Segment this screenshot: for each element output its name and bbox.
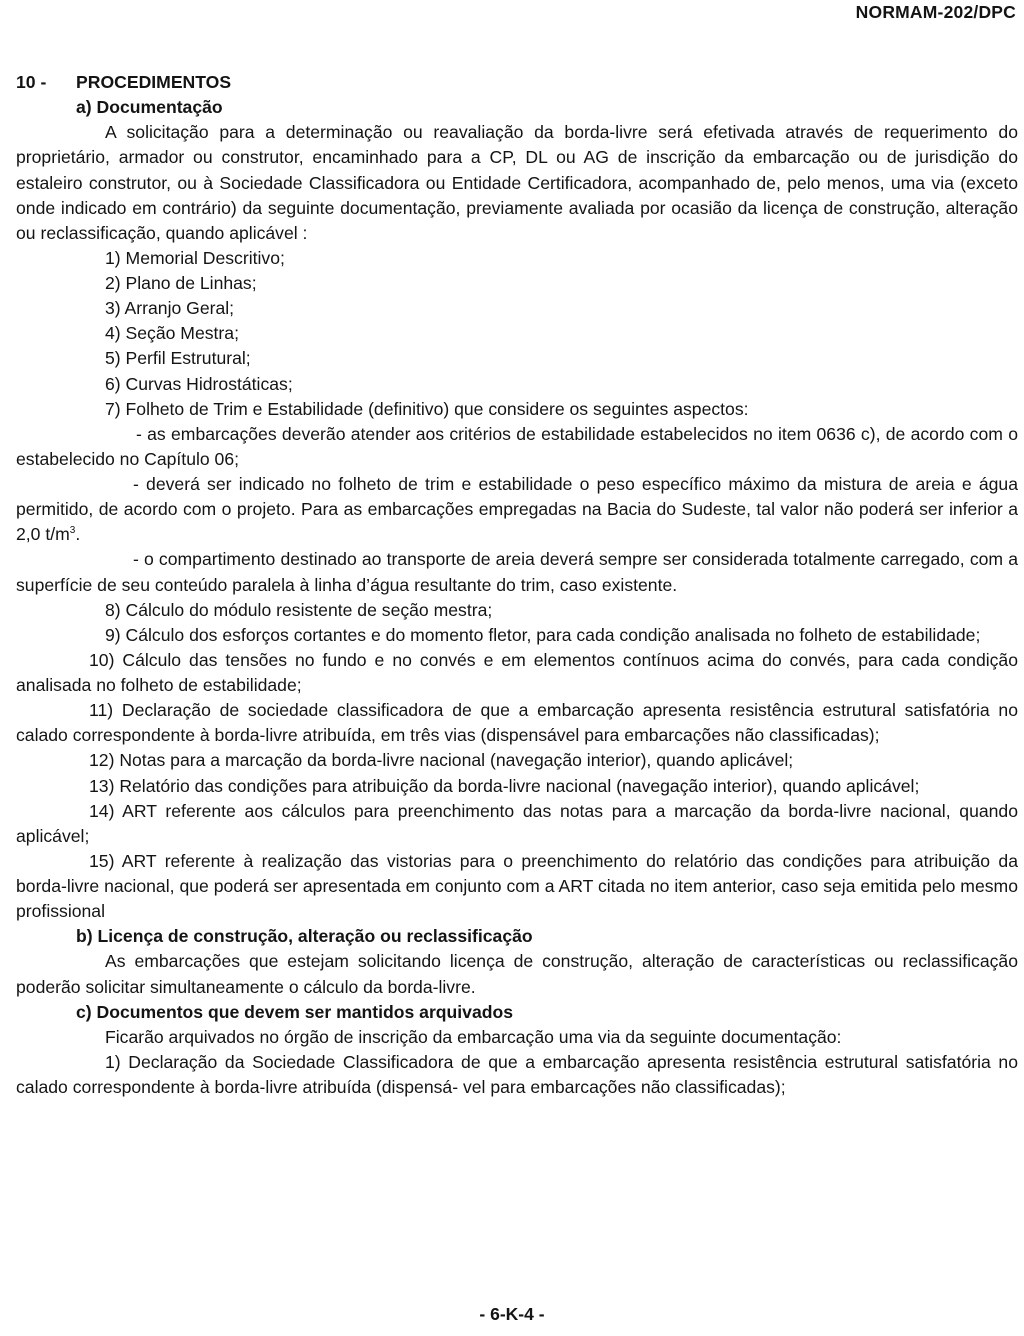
list-item: 1) Memorial Descritivo; (105, 247, 285, 268)
subsection-b-heading: b) Licença de construção, alteração ou reclassificação (76, 926, 533, 947)
subsection-a-heading: a) Documentação (76, 97, 223, 118)
section-title: PROCEDIMENTOS (76, 72, 232, 92)
subsection-c-text: Ficarão arquivados no órgão de inscrição da embarcação uma via da seguinte documentação: (105, 1026, 842, 1047)
section-heading (16, 70, 1018, 95)
list-item: 11) Declaração de sociedade classificadora de que a embarcação apresenta resistência estrutural satisfatória no calado correspondente à borda-livre atribuída, em três vias (dispensável para embarcações não classificadas); (16, 700, 1018, 746)
dash-item (16, 472, 1018, 547)
list-item: 13) Relatório das condições para atribuição da borda-livre nacional (navegação interior), quando aplicável; (89, 775, 920, 796)
list-item: 1) Declaração da Sociedade Classificadora de que a embarcação apresenta resistência estrutural satisfatória no calado correspondente à borda-livre atribuída (dispensá- vel para embarcações não classificadas); (16, 1051, 1018, 1097)
subsection-b-text: As embarcações que estejam solicitando licença de construção, alteração de características ou reclassificação poderão solicitar simultaneamente o cálculo da borda-livre. (16, 951, 1018, 997)
list-item: 4) Seção Mestra; (105, 323, 239, 344)
list-item: 2) Plano de Linhas; (105, 273, 257, 293)
dash-item-text: - deverá ser indicado no folheto de trim e estabilidade o peso específico máximo da mistura de areia e água permitido, de acordo com o projeto. Para as embarcações empregadas na Bacia do Sudeste, tal valor não poderá ser inferior a 2,0 t/m (16, 474, 1018, 545)
list-item: 10) Cálculo das tensões no fundo e no convés e em elementos contínuos acima do convés, para cada condição analisada no folheto de estabilidade; (16, 649, 1018, 695)
superscript: 3 (69, 525, 76, 537)
dash-item: - as embarcações deverão atender aos critérios de estabilidade estabelecidos no item 0636 c), de acordo com o estabelecido no Capítulo 06; (16, 423, 1018, 469)
subsection-a-intro: A solicitação para a determinação ou reavaliação da borda-livre será efetivada através de requerimento do proprietário, armador ou construtor, encaminhado para a CP, DL ou AG de inscrição da embarcação ou de jurisdição do estaleiro construtor, ou à Sociedade Classificadora ou Entidade Certificadora, acompanhado de, pelo menos, uma via (exceto onde indicado em contrário) da seguinte documentação, previamente avaliada por ocasião da licença de construção, alteração ou reclassificação, quando aplicável : (16, 122, 1018, 243)
document-body (16, 70, 1018, 1100)
list-item: 12) Notas para a marcação da borda-livre nacional (navegação interior), quando aplicável; (89, 750, 794, 771)
list-item: 9) Cálculo dos esforços cortantes e do momento fletor, para cada condição analisada no folheto de estabilidade; (105, 624, 981, 645)
list-item: 15) ART referente à realização das vistorias para o preenchimento do relatório das condições para atribuição da borda-livre nacional, que poderá ser apresentada em conjunto com a ART citada no item anterior, caso seja emitida pelo mesmo profissional (16, 850, 1018, 922)
document-header: NORMAM-202/DPC (855, 2, 1016, 22)
list-item: 8) Cálculo do módulo resistente de seção mestra; (105, 599, 493, 620)
list-item: 6) Curvas Hidrostáticas; (105, 373, 293, 394)
page-number: - 6-K-4 - (479, 1304, 545, 1324)
dash-item-end: . (75, 524, 81, 545)
list-item: 14) ART referente aos cálculos para preenchimento das notas para a marcação da borda-livre nacional, quando aplicável; (16, 800, 1018, 846)
section-number: 10 - (16, 72, 47, 92)
list-item: 5) Perfil Estrutural; (105, 348, 251, 369)
dash-item: - o compartimento destinado ao transporte de areia deverá sempre ser considerada totalmente carregado, com a superfície de seu conteúdo paralela à linha d’água resultante do trim, caso existente. (16, 549, 1018, 595)
list-item: 3) Arranjo Geral; (105, 298, 235, 319)
subsection-c-heading: c) Documentos que devem ser mantidos arquivados (76, 1001, 514, 1022)
list-item: 7) Folheto de Trim e Estabilidade (definitivo) que considere os seguintes aspectos: (105, 398, 749, 419)
